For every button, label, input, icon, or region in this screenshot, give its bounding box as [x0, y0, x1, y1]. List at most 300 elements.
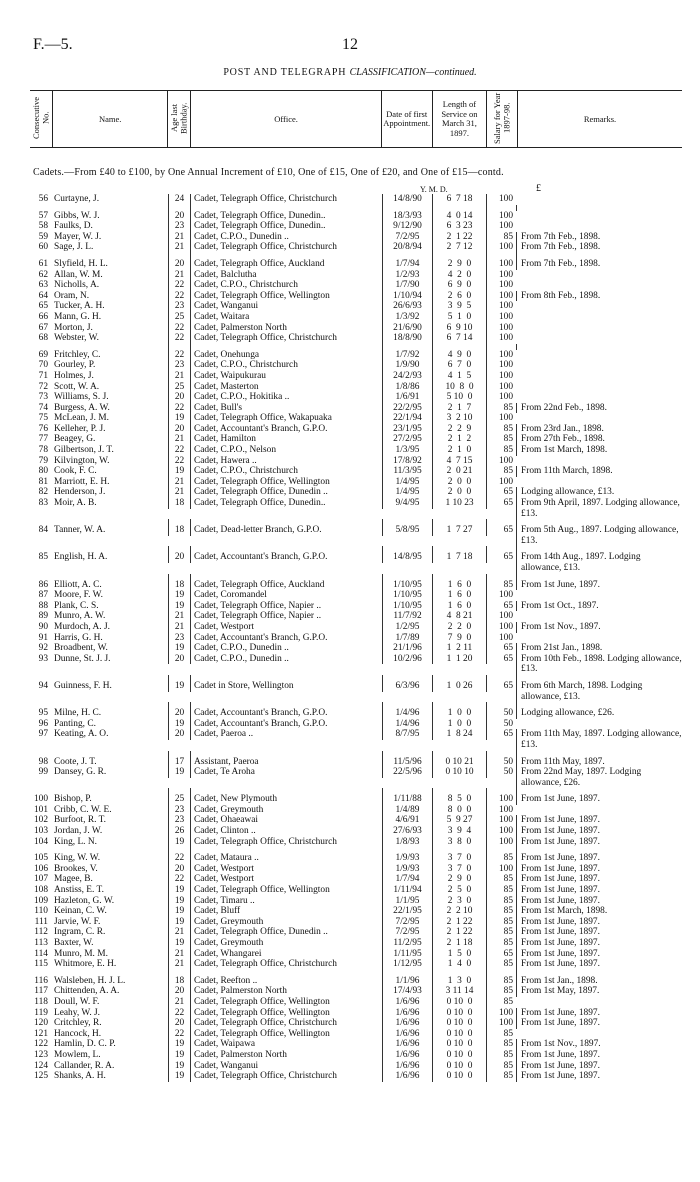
cell-length: 2 1 0 — [432, 445, 486, 456]
cell-number: 64 — [38, 290, 48, 301]
cell-salary: 85 — [486, 885, 516, 896]
cell-office: Cadet, New Plymouth — [190, 794, 382, 805]
cell-name: Faulks, D. — [54, 221, 93, 232]
cell-number: 73 — [38, 392, 48, 403]
cell-length: 1 2 11 — [432, 643, 486, 654]
cell-age: 21 — [168, 487, 190, 498]
table-row — [30, 654, 682, 675]
cell-salary: 100 — [486, 1018, 516, 1029]
table-row — [30, 525, 682, 546]
cell-length: 1 6 0 — [432, 601, 486, 612]
cell-age: 22 — [168, 323, 190, 334]
table-row — [30, 949, 682, 960]
cell-name: Keinan, C. W. — [54, 906, 107, 917]
cell-age: 20 — [168, 654, 190, 665]
cell-salary: 85 — [486, 403, 516, 414]
column-headers — [30, 90, 682, 148]
cell-date: 1/6/91 — [382, 392, 432, 403]
cell-length: 3 7 0 — [432, 853, 486, 864]
cell-age: 21 — [168, 242, 190, 253]
cell-salary: 50 — [486, 767, 516, 778]
cell-salary: 100 — [486, 456, 516, 467]
cell-date: 6/3/96 — [382, 681, 432, 692]
cell-age: 22 — [168, 853, 190, 864]
cell-remarks: From 1st March, 1898. — [516, 445, 682, 456]
cell-name: Jarvie, W. F. — [54, 916, 101, 927]
cell-date: 1/6/96 — [382, 1050, 432, 1061]
cell-name: Henderson, J. — [54, 487, 106, 498]
cell-date: 1/6/96 — [382, 1029, 432, 1040]
cell-name: Hancock, H. — [54, 1028, 102, 1039]
cell-name: Tucker, A. H. — [54, 301, 105, 312]
cell-name: Allan, W. M. — [54, 269, 103, 280]
cell-salary: 100 — [486, 333, 516, 344]
cell-salary: 85 — [486, 986, 516, 997]
cell-office: Cadet, Dead-letter Branch, G.P.O. — [190, 525, 382, 536]
cell-length: 2 0 21 — [432, 466, 486, 477]
cell-number: 77 — [38, 434, 48, 445]
cell-remarks: From 5th Aug., 1897. Lodging allowance, £13. — [516, 525, 682, 546]
cell-date: 1/8/86 — [382, 382, 432, 393]
cell-number: 103 — [33, 826, 48, 837]
cell-number: 88 — [38, 600, 48, 611]
cell-length: 0 10 0 — [432, 1061, 486, 1072]
cell-remarks: From 22nd May, 1897. Lodging allowance, £26. — [516, 767, 682, 788]
cell-date: 1/7/89 — [382, 633, 432, 644]
cell-length: 0 10 10 — [432, 767, 486, 778]
cell-office: Cadet, Greymouth — [190, 938, 382, 949]
cell-number: 74 — [38, 402, 48, 413]
cell-name: Moir, A. B. — [54, 498, 97, 509]
table-row — [30, 232, 682, 243]
cell-salary: 85 — [486, 466, 516, 477]
cell-age: 24 — [168, 194, 190, 205]
cell-date: 7/2/95 — [382, 917, 432, 928]
cell-office: Cadet, Wanganui — [190, 301, 382, 312]
cell-number: 95 — [38, 708, 48, 719]
cell-remarks: From 1st June, 1897. — [516, 927, 682, 938]
cell-length: 6 3 23 — [432, 221, 486, 232]
cell-office: Cadet, Palmerston North — [190, 986, 382, 997]
cell-date: 21/6/90 — [382, 323, 432, 334]
cell-length: 2 2 9 — [432, 424, 486, 435]
table-row — [30, 360, 682, 371]
cell-salary: 100 — [486, 837, 516, 848]
table-row — [30, 323, 682, 334]
table-row — [30, 719, 682, 730]
cell-date: 9/12/90 — [382, 221, 432, 232]
cell-length: 4 2 0 — [432, 270, 486, 281]
cell-length: 1 0 26 — [432, 681, 486, 692]
cell-remarks: From 1st Jan., 1898. — [516, 976, 682, 987]
cell-name: Kilvington, W. — [54, 455, 110, 466]
cell-age: 19 — [168, 466, 190, 477]
page-title — [0, 67, 700, 78]
cell-name: Plank, C. S. — [54, 600, 99, 611]
cell-office: Cadet, Telegraph Office, Auckland — [190, 580, 382, 591]
table-row — [30, 280, 682, 291]
cell-number: 105 — [33, 853, 48, 864]
cell-length: 6 7 0 — [432, 360, 486, 371]
cell-number: 113 — [34, 938, 48, 948]
table-row — [30, 1071, 682, 1082]
cell-name: Anstiss, E. T. — [54, 885, 104, 896]
cell-length: 4 7 15 — [432, 456, 486, 467]
cell-name: Gibbs, W. J. — [54, 210, 100, 221]
cell-salary: 50 — [486, 757, 516, 768]
cell-name: Webster, W. — [54, 333, 99, 344]
table-row — [30, 896, 682, 907]
cell-office: Cadet, Telegraph Office, Dunedin.. — [190, 498, 382, 509]
cell-date: 17/4/93 — [382, 986, 432, 997]
cell-date: 18/3/93 — [382, 211, 432, 222]
cell-age: 21 — [168, 270, 190, 281]
cell-number: 110 — [34, 906, 48, 917]
cell-date: 22/2/95 — [382, 403, 432, 414]
cell-age: 22 — [168, 291, 190, 302]
cell-remarks: From 7th Feb., 1898. — [516, 232, 682, 243]
cell-office: Cadet, Telegraph Office, Wellington — [190, 291, 382, 302]
cell-office: Cadet, Telegraph Office, Napier .. — [190, 601, 382, 612]
cell-office: Cadet, Telegraph Office, Wellington — [190, 1029, 382, 1040]
cell-number: 58 — [38, 221, 48, 232]
cell-office: Cadet, Westport — [190, 864, 382, 875]
table-row — [30, 997, 682, 1008]
cell-length: 2 3 0 — [432, 896, 486, 907]
cell-salary: 65 — [486, 525, 516, 536]
cell-length: 10 8 0 — [432, 382, 486, 393]
length-units-label: Y. M. D. — [420, 185, 448, 194]
cell-office: Cadet, Telegraph Office, Christchurch — [190, 333, 382, 344]
salary-unit-label: £ — [536, 183, 541, 194]
table-row — [30, 552, 682, 573]
cell-number: 60 — [38, 242, 48, 253]
table-row — [30, 622, 682, 633]
cell-office: Cadet, Ohaeawai — [190, 815, 382, 826]
cell-number: 97 — [38, 729, 48, 740]
cell-number: 75 — [38, 413, 48, 424]
table-row — [30, 270, 682, 281]
cell-name: King, L. N. — [54, 836, 97, 847]
cell-name: Gilbertson, J. T. — [54, 445, 114, 456]
cell-date: 1/7/94 — [382, 874, 432, 885]
cell-office: Cadet, Telegraph Office, Napier .. — [190, 611, 382, 622]
cell-salary: 85 — [486, 927, 516, 938]
cell-date: 14/8/95 — [382, 552, 432, 563]
table-row — [30, 221, 682, 232]
cell-number: 111 — [34, 916, 48, 927]
cell-date: 9/4/95 — [382, 498, 432, 509]
table-row — [30, 350, 682, 361]
cell-office: Cadet, C.P.O., Hokitika .. — [190, 392, 382, 403]
cell-date: 22/1/95 — [382, 906, 432, 917]
cell-salary: 85 — [486, 434, 516, 445]
table-row — [30, 767, 682, 788]
cell-office: Cadet, Waipawa — [190, 1039, 382, 1050]
cell-name: Cook, F. C. — [54, 466, 97, 477]
cell-name: Gourley, P. — [54, 360, 96, 371]
cell-name: Chittenden, A. A. — [54, 986, 120, 997]
cell-office: Cadet, Telegraph Office, Wakapuaka — [190, 413, 382, 424]
cell-length: 2 0 0 — [432, 477, 486, 488]
cell-age: 25 — [168, 794, 190, 805]
cell-name: Guinness, F. H. — [54, 680, 112, 691]
col-header-name: Name. — [52, 91, 168, 148]
cell-remarks: From 11th May, 1897. Lodging allowance, £13. — [516, 729, 682, 750]
cell-name: Keating, A. O. — [54, 729, 109, 740]
cell-date: 10/2/96 — [382, 654, 432, 665]
cell-salary: 65 — [486, 601, 516, 612]
cell-salary: 85 — [486, 580, 516, 591]
cell-number: 89 — [38, 611, 48, 622]
table-row — [30, 986, 682, 997]
cell-name: Bishop, P. — [54, 794, 92, 805]
cell-age: 19 — [168, 1061, 190, 1072]
table-row — [30, 392, 682, 403]
cell-number: 66 — [38, 311, 48, 322]
cell-salary: 100 — [486, 1008, 516, 1019]
cell-office: Cadet, Accountant's Branch, G.P.O. — [190, 424, 382, 435]
cell-number: 100 — [33, 794, 48, 805]
cell-salary: 100 — [486, 382, 516, 393]
col-header-date: Date of first Appointment. — [381, 91, 432, 148]
cell-date: 11/3/95 — [382, 466, 432, 477]
cell-salary: 100 — [486, 633, 516, 644]
table-row — [30, 611, 682, 622]
cell-remarks: From 1st June, 1897. — [516, 896, 682, 907]
cell-date: 1/6/96 — [382, 1018, 432, 1029]
cell-salary: 100 — [486, 477, 516, 488]
cell-number: 123 — [33, 1049, 48, 1060]
cell-number: 96 — [38, 718, 48, 729]
cell-date: 17/8/92 — [382, 456, 432, 467]
cell-name: Leahy, W. J. — [54, 1007, 100, 1018]
cell-salary: 100 — [486, 242, 516, 253]
cell-remarks: From 11th May, 1897. — [516, 757, 682, 768]
table-row — [30, 959, 682, 970]
cell-age: 20 — [168, 708, 190, 719]
cell-date: 18/8/90 — [382, 333, 432, 344]
cell-office: Cadet, Mataura .. — [190, 853, 382, 864]
cell-remarks: From 1st June, 1897. — [516, 874, 682, 885]
cell-remarks: From 21st Jan., 1898. — [516, 643, 682, 654]
cell-salary: 65 — [486, 552, 516, 563]
cell-length: 2 1 7 — [432, 403, 486, 414]
cell-name: Brookes, V. — [54, 863, 98, 874]
cell-name: McLean, J. M. — [54, 413, 109, 424]
cell-age: 21 — [168, 611, 190, 622]
cell-salary: 100 — [486, 815, 516, 826]
cell-number: 106 — [33, 863, 48, 874]
cell-age: 22 — [168, 333, 190, 344]
table-row — [30, 333, 682, 344]
cell-age: 23 — [168, 221, 190, 232]
table-row — [30, 976, 682, 987]
cell-date: 24/2/93 — [382, 371, 432, 382]
cell-name: Harris, G. H. — [54, 632, 103, 643]
cell-age: 19 — [168, 601, 190, 612]
cell-length: 6 9 10 — [432, 323, 486, 334]
cell-remarks: From 10th Feb., 1898. Lodging allowance, £13. — [516, 654, 682, 675]
cell-age: 20 — [168, 552, 190, 563]
cell-remarks: From 1st June, 1897. — [516, 580, 682, 591]
cell-number: 61 — [38, 258, 48, 269]
cell-office: Cadet, C.P.O., Christchurch — [190, 280, 382, 291]
cell-salary: 100 — [486, 360, 516, 371]
table-row — [30, 885, 682, 896]
cell-office: Cadet, Hamilton — [190, 434, 382, 445]
cell-number: 72 — [38, 381, 48, 392]
cell-name: Mann, G. H. — [54, 311, 102, 322]
cell-age: 20 — [168, 1018, 190, 1029]
cell-office: Cadet, Masterton — [190, 382, 382, 393]
cell-date: 1/6/96 — [382, 997, 432, 1008]
cell-office: Cadet, Telegraph Office, Christchurch — [190, 959, 382, 970]
cell-name: Magee, B. — [54, 874, 93, 885]
cell-age: 19 — [168, 1039, 190, 1050]
cell-date: 1/10/94 — [382, 291, 432, 302]
cell-date: 26/6/93 — [382, 301, 432, 312]
cell-length: 0 10 0 — [432, 1018, 486, 1029]
col-header-length: Length of Service on March 31, 1897. — [432, 91, 487, 148]
cell-salary: 85 — [486, 853, 516, 864]
cell-number: 107 — [33, 874, 48, 885]
cell-length: 4 1 5 — [432, 371, 486, 382]
cell-office: Cadet, C.P.O., Nelson — [190, 445, 382, 456]
cell-salary: 65 — [486, 487, 516, 498]
cell-salary: 100 — [486, 259, 516, 270]
cell-office: Cadet, Telegraph Office, Auckland — [190, 259, 382, 270]
cell-length: 5 9 27 — [432, 815, 486, 826]
cell-length: 7 9 0 — [432, 633, 486, 644]
cell-date: 4/6/91 — [382, 815, 432, 826]
cell-date: 1/10/95 — [382, 580, 432, 591]
col-header-remarks: Remarks. — [518, 91, 682, 148]
cell-salary: 85 — [486, 1061, 516, 1072]
cell-salary: 65 — [486, 729, 516, 740]
cell-date: 1/4/95 — [382, 477, 432, 488]
cell-age: 19 — [168, 938, 190, 949]
cell-age: 22 — [168, 1008, 190, 1019]
cell-length: 2 1 22 — [432, 232, 486, 243]
cell-length: 1 7 18 — [432, 552, 486, 563]
table-row — [30, 826, 682, 837]
cell-length: 1 0 0 — [432, 708, 486, 719]
cell-name: Kelleher, P. J. — [54, 423, 106, 434]
cell-length: 3 8 0 — [432, 837, 486, 848]
cell-remarks: From 1st May, 1897. — [516, 986, 682, 997]
table-row — [30, 242, 682, 253]
cell-name: Curtayne, J. — [54, 194, 100, 204]
cell-age: 26 — [168, 826, 190, 837]
cell-name: Broadbent, W. — [54, 643, 108, 654]
cell-number: 125 — [33, 1071, 48, 1082]
cell-age: 22 — [168, 280, 190, 291]
cell-office: Cadet, Balclutha — [190, 270, 382, 281]
cell-length: 1 10 23 — [432, 498, 486, 509]
cell-date: 27/2/95 — [382, 434, 432, 445]
cell-number: 59 — [38, 231, 48, 242]
cell-number: 104 — [33, 836, 48, 847]
cell-remarks: From 22nd Feb., 1898. — [516, 403, 682, 414]
cell-age: 17 — [168, 757, 190, 768]
table-row — [30, 853, 682, 864]
table-row — [30, 815, 682, 826]
cell-salary: 100 — [486, 280, 516, 291]
cell-number: 63 — [38, 280, 48, 291]
cell-office: Cadet, Waitara — [190, 312, 382, 323]
cell-office: Cadet, Accountant's Branch, G.P.O. — [190, 633, 382, 644]
cell-office: Cadet, C.P.O., Dunedin .. — [190, 232, 382, 243]
table-row — [30, 643, 682, 654]
cell-length: 5 10 0 — [432, 392, 486, 403]
cell-office: Cadet, Waipukurau — [190, 371, 382, 382]
cell-length: 1 5 0 — [432, 949, 486, 960]
cell-name: Dansey, G. R. — [54, 767, 107, 778]
cell-name: Tanner, W. A. — [54, 525, 106, 536]
cell-office: Cadet, C.P.O., Christchurch — [190, 466, 382, 477]
table-row — [30, 633, 682, 644]
cell-date: 1/9/93 — [382, 853, 432, 864]
cell-salary: 100 — [486, 864, 516, 875]
cell-salary: 85 — [486, 917, 516, 928]
cell-name: English, H. A. — [54, 552, 108, 563]
table-row — [30, 194, 682, 205]
cell-remarks: From 1st June, 1897. — [516, 1050, 682, 1061]
cell-date: 1/4/89 — [382, 805, 432, 816]
cell-salary: 100 — [486, 221, 516, 232]
cell-number: 84 — [38, 525, 48, 536]
cell-age: 19 — [168, 1071, 190, 1082]
table-row — [30, 424, 682, 435]
cell-remarks: From 1st Nov., 1897. — [516, 622, 682, 633]
cell-date: 20/8/94 — [382, 242, 432, 253]
cell-salary: 85 — [486, 976, 516, 987]
cell-name: Hazleton, G. W. — [54, 895, 115, 906]
cell-remarks: Lodging allowance, £26. — [516, 708, 682, 719]
cell-number: 62 — [38, 269, 48, 280]
cell-age: 21 — [168, 477, 190, 488]
cell-age: 23 — [168, 301, 190, 312]
cell-office: Cadet, Timaru .. — [190, 896, 382, 907]
cell-date: 1/9/93 — [382, 864, 432, 875]
cell-length: 1 4 0 — [432, 959, 486, 970]
cell-date: 22/5/96 — [382, 767, 432, 778]
cell-remarks: From 27th Feb., 1898. — [516, 434, 682, 445]
cell-date: 23/1/95 — [382, 424, 432, 435]
table-row — [30, 917, 682, 928]
cell-date: 1/3/95 — [382, 445, 432, 456]
cell-name: Burfoot, R. T. — [54, 815, 106, 826]
cell-office: Cadet, Telegraph Office, Wellington — [190, 477, 382, 488]
cell-office: Cadet, Hawera .. — [190, 456, 382, 467]
cell-name: Morton, J. — [54, 322, 93, 333]
cell-number: 69 — [38, 349, 48, 360]
cell-remarks: From 1st June, 1897. — [516, 885, 682, 896]
cell-date: 1/6/96 — [382, 1071, 432, 1082]
cell-age: 25 — [168, 382, 190, 393]
cell-length: 0 10 0 — [432, 1008, 486, 1019]
cell-number: 56 — [38, 194, 48, 204]
table-row — [30, 1050, 682, 1061]
cell-office: Cadet, Palmerston North — [190, 323, 382, 334]
cell-remarks: From 1st June, 1897. — [516, 959, 682, 970]
table-row — [30, 312, 682, 323]
cell-office: Assistant, Paeroa — [190, 757, 382, 768]
table-row — [30, 1061, 682, 1072]
cell-name: Munro, M. M. — [54, 948, 108, 959]
cell-office: Cadet, Telegraph Office, Dunedin .. — [190, 927, 382, 938]
